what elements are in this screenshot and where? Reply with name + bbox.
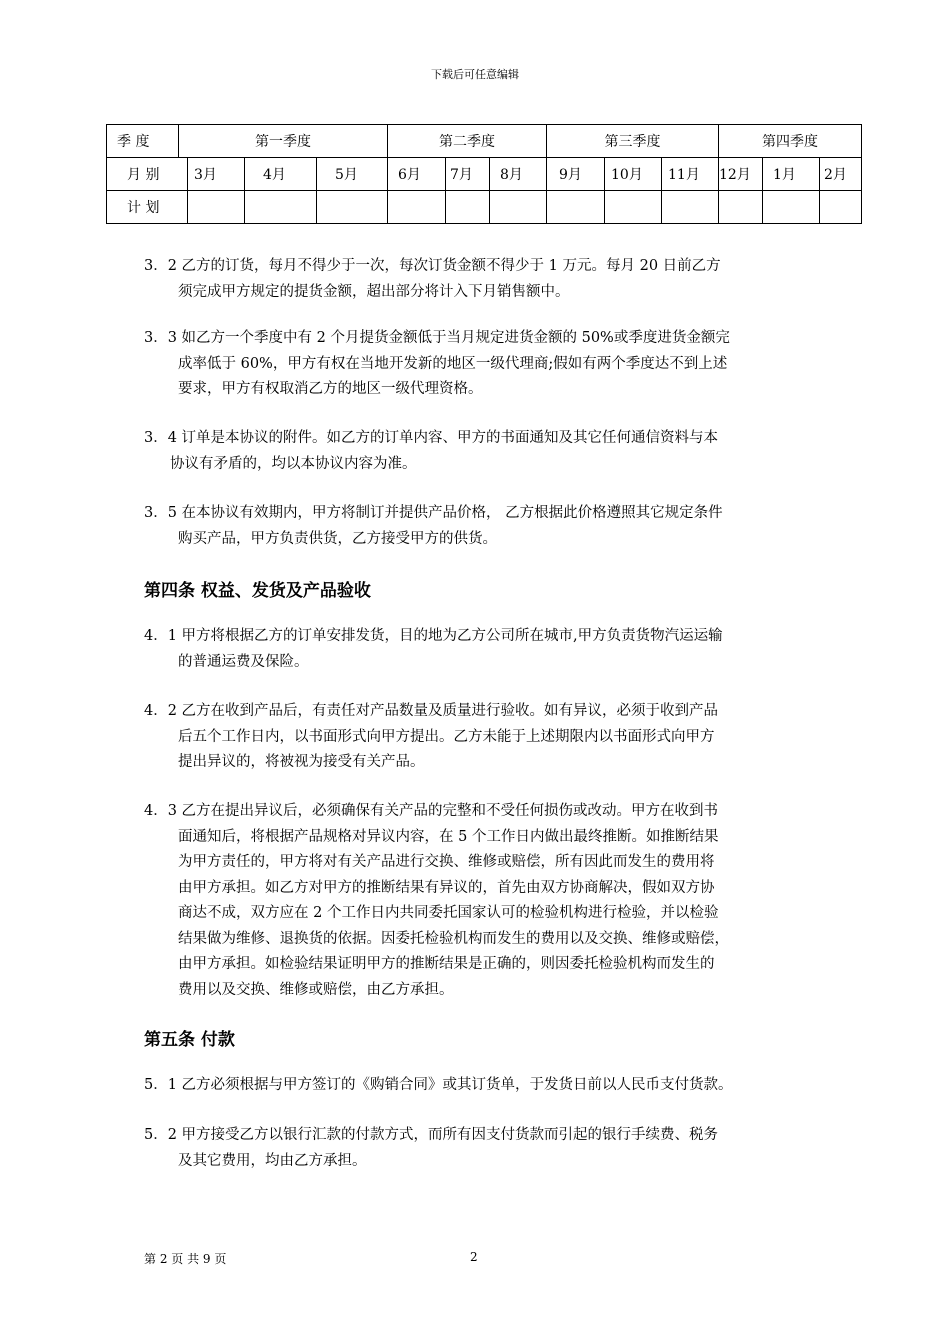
season-cell: 第三季度 <box>547 125 719 158</box>
plan-cell <box>317 191 388 224</box>
month-cell: 11月 <box>662 158 719 191</box>
clause-line: 5．1 乙方必须根据与甲方签订的《购销合同》或其订货单，于发货日前以人民币支付货款。 <box>144 1077 733 1093</box>
header-note: 下载后可任意编辑 <box>431 68 519 81</box>
month-cell: 7月 <box>446 158 490 191</box>
month-label: 月 别 <box>107 158 188 191</box>
month-cell: 9月 <box>547 158 605 191</box>
footer-page-number: 2 <box>470 1250 478 1264</box>
month-row <box>107 158 862 191</box>
clause-3-2 <box>144 254 824 305</box>
clause-3-3 <box>144 326 824 403</box>
plan-cell <box>188 191 245 224</box>
plan-cell <box>388 191 446 224</box>
month-cell: 3月 <box>188 158 245 191</box>
clause-line: 费用以及交换、维修或赔偿，由乙方承担。 <box>178 981 454 998</box>
clause-line: 3．3 如乙方一个季度中有 2 个月提货金额低于当月规定进货金额的 50%或季度进货金额完 <box>144 330 730 346</box>
clause-4-3 <box>144 799 824 1003</box>
clause-line: 3．2 乙方的订货，每月不得少于一次，每次订货金额不得少于 1 万元。每月 20 日前乙方 <box>144 258 721 274</box>
month-cell: 12月 <box>719 158 763 191</box>
quarterly-plan-table <box>106 124 862 224</box>
clause-line: 商达不成，双方应在 2 个工作日内共同委托国家认可的检验机构进行检验，并以检验 <box>178 905 719 921</box>
clause-line: 5．2 甲方接受乙方以银行汇款的付款方式，而所有因支付货款而引起的银行手续费、税务 <box>144 1127 719 1143</box>
clause-line: 成率低于 60%，甲方有权在当地开发新的地区一级代理商;假如有两个季度达不到上述 <box>178 355 728 372</box>
clause-line: 协议有矛盾的，均以本协议内容为准。 <box>170 455 417 472</box>
clause-5-2 <box>144 1123 824 1174</box>
clause-line: 购买产品，甲方负责供货，乙方接受甲方的供货。 <box>178 530 497 547</box>
clause-4-2 <box>144 699 824 776</box>
clause-line: 3．5 在本协议有效期内，甲方将制订并提供产品价格， 乙方根据此价格遵照其它规定条件 <box>144 505 723 521</box>
plan-cell <box>763 191 820 224</box>
month-cell: 8月 <box>490 158 547 191</box>
plan-row <box>107 191 862 224</box>
season-cell: 第一季度 <box>179 125 388 158</box>
clause-line: 3．4 订单是本协议的附件。如乙方的订单内容、甲方的书面通知及其它任何通信资料与本 <box>144 430 719 446</box>
clause-line: 结果做为维修、退换货的依据。因委托检验机构而发生的费用以及交换、维修或赔偿， <box>178 930 729 947</box>
clause-4-1 <box>144 624 824 675</box>
plan-cell <box>605 191 662 224</box>
clause-line: 提出异议的，将被视为接受有关产品。 <box>178 754 425 770</box>
plan-cell <box>719 191 763 224</box>
clause-line: 要求，甲方有权取消乙方的地区一级代理资格。 <box>178 381 483 397</box>
season-label: 季 度 <box>107 125 179 158</box>
clause-line: 由甲方承担。如乙方对甲方的推断结果有异议的，首先由双方协商解决，假如双方协 <box>178 879 715 896</box>
clause-line: 4．3 乙方在提出异议后，必须确保有关产品的完整和不受任何损伤或改动。甲方在收到书 <box>144 803 719 819</box>
season-cell: 第二季度 <box>388 125 547 158</box>
month-cell: 6月 <box>388 158 446 191</box>
section-heading-5: 第五条 付款 <box>144 1030 235 1050</box>
plan-cell <box>490 191 547 224</box>
plan-cell <box>245 191 317 224</box>
month-cell: 5月 <box>317 158 388 191</box>
clause-3-4 <box>144 426 824 477</box>
clause-line: 为甲方责任的，甲方将对有关产品进行交换、维修或赔偿，所有因此而发生的费用将 <box>178 854 715 870</box>
clause-5-1 <box>144 1073 824 1099</box>
plan-cell <box>662 191 719 224</box>
season-cell: 第四季度 <box>719 125 862 158</box>
clause-line: 后五个工作日内，以书面形式向甲方提出。乙方未能于上述期限内以书面形式向甲方 <box>178 728 715 745</box>
month-cell: 1月 <box>763 158 820 191</box>
season-row <box>107 125 862 158</box>
clause-line: 4．2 乙方在收到产品后，有责任对产品数量及质量进行验收。如有异议，必须于收到产品 <box>144 703 719 719</box>
clause-line: 的普通运费及保险。 <box>178 653 309 670</box>
plan-cell <box>547 191 605 224</box>
plan-cell <box>820 191 862 224</box>
clause-line: 由甲方承担。如检验结果证明甲方的推断结果是正确的，则因委托检验机构而发生的 <box>178 956 715 972</box>
clause-line: 面通知后，将根据产品规格对异议内容，在 5 个工作日内做出最终推断。如推断结果 <box>178 828 719 845</box>
section-heading-4: 第四条 权益、发货及产品验收 <box>144 581 371 601</box>
month-cell: 10月 <box>605 158 662 191</box>
month-cell: 2月 <box>820 158 862 191</box>
footer-page-info: 第 2 页 共 9 页 <box>144 1252 227 1266</box>
plan-cell <box>446 191 490 224</box>
clause-3-5 <box>144 501 824 552</box>
clause-line: 及其它费用，均由乙方承担。 <box>178 1152 367 1169</box>
month-cell: 4月 <box>245 158 317 191</box>
clause-line: 4．1 甲方将根据乙方的订单安排发货，目的地为乙方公司所在城市,甲方负责货物汽运运输 <box>144 628 723 644</box>
plan-label: 计 划 <box>107 191 188 224</box>
clause-line: 须完成甲方规定的提货金额，超出部分将计入下月销售额中。 <box>178 283 570 300</box>
